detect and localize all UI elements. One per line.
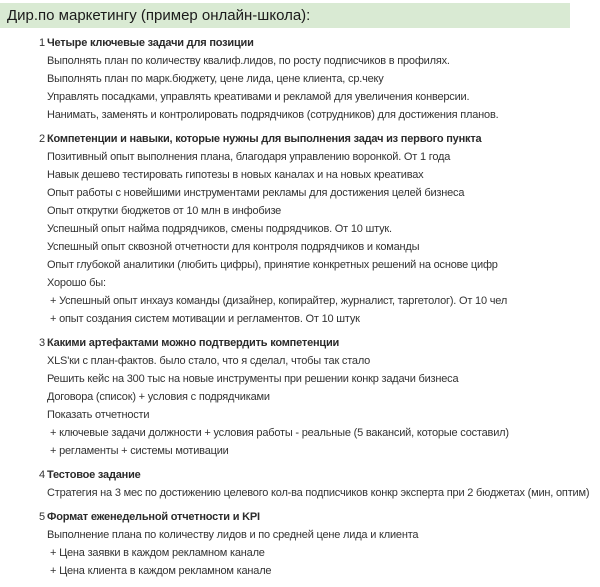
line-text: Договора (список) + условия с подрядчиками (47, 391, 270, 403)
section-line (47, 544, 600, 562)
section-heading (39, 508, 600, 526)
line-text: + Цена клиента в каждом рекламном канале (50, 565, 272, 577)
line-text: + опыт создания систем мотивации и регламентов. От 10 штук (50, 313, 360, 325)
section-line (47, 106, 600, 124)
section-number: 4 (39, 469, 45, 481)
document-page (0, 3, 600, 580)
section-line (47, 352, 600, 370)
line-text: Выполнять план по марк.бюджету, цене лида, цене клиента, ср.чеку (47, 73, 384, 85)
document-section (0, 334, 600, 460)
section-line (47, 184, 600, 202)
section-title: Какими артефактами можно подтвердить компетенции (47, 337, 340, 349)
section-lines (47, 352, 600, 460)
line-text: Успешный опыт найма подрядчиков, смены подрядчиков. От 10 штук. (47, 223, 392, 235)
section-line (47, 370, 600, 388)
line-text: Стратегия на 3 мес по достижению целевого кол-ва подписчиков конкр эксперта при 2 бюджетах (мин, оптим) (47, 487, 590, 499)
line-text: XLS'ки с план-фактов. было стало, что я сделал, чтобы так стало (47, 355, 371, 367)
section-heading (39, 334, 600, 352)
section-number: 3 (39, 337, 45, 349)
line-text: Опыт глубокой аналитики (любить цифры), принятие конкретных решений на основе цифр (47, 259, 498, 271)
section-line (47, 256, 600, 274)
section-title: Тестовое задание (47, 469, 141, 481)
section-line (47, 484, 600, 502)
section-line (47, 274, 600, 292)
line-text: Навык дешево тестировать гипотезы в новых каналах и на новых креативах (47, 169, 424, 181)
section-line (47, 148, 600, 166)
section-lines (47, 526, 600, 580)
section-lines (47, 52, 600, 124)
document-title-bar (0, 3, 570, 28)
section-line (47, 52, 600, 70)
section-line (47, 388, 600, 406)
section-number: 5 (39, 511, 45, 523)
section-line (47, 166, 600, 184)
line-text: Управлять посадками, управлять креативами и рекламой для увеличения конверсии. (47, 91, 470, 103)
line-text: + Успешный опыт инхауз команды (дизайнер, копирайтер, журналист, таргетолог). От 10 чел (50, 295, 508, 307)
section-line (47, 424, 600, 442)
section-line (47, 70, 600, 88)
line-text: Позитивный опыт выполнения плана, благодаря управлению воронкой. От 1 года (47, 151, 451, 163)
line-text: Нанимать, заменять и контролировать подрядчиков (сотрудников) для достижения планов. (47, 109, 499, 121)
line-text: Хорошо бы: (47, 277, 106, 289)
section-number: 2 (39, 133, 45, 145)
document-title: Дир.по маркетингу (пример онлайн-школа): (7, 7, 311, 24)
line-text: + ключевые задачи должности + условия работы - реальные (5 вакансий, которые составил) (50, 427, 509, 439)
section-line (47, 88, 600, 106)
section-line (47, 202, 600, 220)
section-line (47, 526, 600, 544)
section-line (47, 406, 600, 424)
section-lines (47, 148, 600, 328)
document-section (0, 466, 600, 502)
line-text: + регламенты + системы мотивации (50, 445, 229, 457)
section-heading (39, 34, 600, 52)
section-number: 1 (39, 37, 45, 49)
section-heading (39, 130, 600, 148)
line-text: Опыт работы с новейшими инструментами рекламы для достижения целей бизнеса (47, 187, 465, 199)
line-text: Решить кейс на 300 тыс на новые инструменты при решении конкр задачи бизнеса (47, 373, 459, 385)
section-line (47, 442, 600, 460)
line-text: Показать отчетности (47, 409, 150, 421)
document-section (0, 508, 600, 580)
section-heading (39, 466, 600, 484)
section-title: Четыре ключевые задачи для позиции (47, 37, 254, 49)
document-body (0, 28, 600, 580)
section-lines (47, 484, 600, 502)
line-text: Успешный опыт сквозной отчетности для контроля подрядчиков и команды (47, 241, 420, 253)
line-text: Выполнять план по количеству квалиф.лидов, по росту подписчиков в профилях. (47, 55, 450, 67)
section-title: Формат еженедельной отчетности и KPI (47, 511, 260, 523)
section-line (47, 238, 600, 256)
document-section (0, 130, 600, 328)
line-text: + Цена заявки в каждом рекламном канале (50, 547, 265, 559)
section-line (47, 310, 600, 328)
line-text: Опыт открутки бюджетов от 10 млн в инфобизе (47, 205, 282, 217)
document-section (0, 34, 600, 124)
line-text: Выполнение плана по количеству лидов и по средней цене лида и клиента (47, 529, 419, 541)
section-line (47, 220, 600, 238)
section-title: Компетенции и навыки, которые нужны для выполнения задач из первого пункта (47, 133, 482, 145)
section-line (47, 292, 600, 310)
section-line (47, 562, 600, 580)
